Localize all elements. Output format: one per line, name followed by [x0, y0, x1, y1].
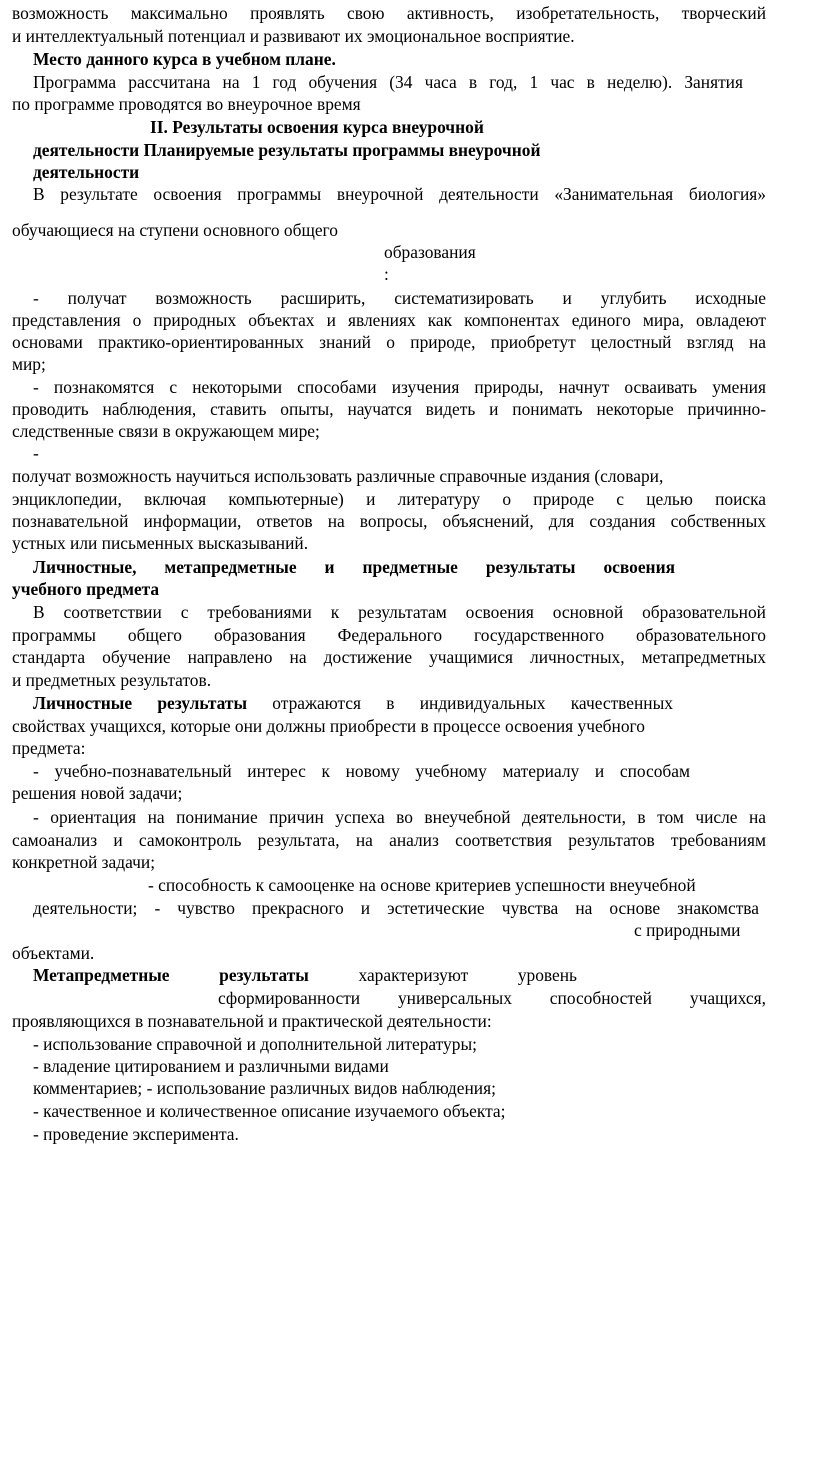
- text-line: свойствах учащихся, которые они должны приобрести в процессе освоения учебного: [12, 716, 645, 736]
- list-item: комментариев; - использование различных видов наблюдения;: [33, 1078, 496, 1098]
- text-line: В результате освоения программы внеурочной деятельности «Занимательная биология»: [33, 184, 766, 204]
- personal-results-term: Личностные результаты: [33, 693, 248, 713]
- text-line: В соответствии с требованиями к результатам освоения основной образовательной: [33, 602, 766, 622]
- text-line: [33, 692, 673, 714]
- text-line: Программа рассчитана на 1 год обучения (34 часа в год, 1 час в неделю). Занятия: [33, 72, 743, 92]
- section-heading: II. Результаты освоения курса внеурочной: [150, 117, 484, 137]
- text-line: следственные связи в окружающем мире;: [12, 421, 320, 441]
- text-line: конкретной задачи;: [12, 852, 156, 872]
- list-item: -: [33, 443, 39, 463]
- text-line: получат возможность научиться использовать различные справочные издания (словари,: [12, 466, 664, 486]
- list-item: - учебно-познавательный интерес к новому учебному материалу и способам: [33, 761, 690, 781]
- text-line: основами практико-ориентированных знаний о природе, приобретут целостный взгляд на: [12, 332, 766, 352]
- text-fragment: отражаются в индивидуальных качественных: [247, 693, 673, 713]
- list-item: - получат возможность расширить, систематизировать и углубить исходные: [33, 288, 766, 308]
- text-line: обучающиеся на ступени основного общего: [12, 220, 338, 240]
- section-heading: Личностные, метапредметные и предметные результаты освоения: [33, 557, 675, 577]
- list-item: - качественное и количественное описание изучаемого объекта;: [33, 1101, 506, 1121]
- list-item: - способность к самооценке на основе критериев успешности внеучебной: [148, 875, 696, 895]
- text-line: стандарта обучение направлено на достижение учащимися личностных, метапредметных: [12, 647, 766, 667]
- text-line: самоанализ и самоконтроль результата, на анализ соответствия результатов требованиям: [12, 830, 766, 850]
- text-line: проводить наблюдения, ставить опыты, научатся видеть и понимать некоторые причинно-: [12, 399, 766, 419]
- text-line: мир;: [12, 354, 46, 374]
- text-line: объектами.: [12, 943, 95, 963]
- text-line: с природными: [634, 920, 741, 940]
- text-line: сформированности универсальных способностей учащихся,: [218, 988, 766, 1008]
- list-item: - использование справочной и дополнительной литературы;: [33, 1034, 477, 1054]
- section-heading: Место данного курса в учебном плане.: [33, 49, 336, 69]
- text-line: :: [384, 264, 389, 284]
- list-item: - владение цитированием и различными видами: [33, 1056, 389, 1076]
- section-heading: деятельности Планируемые результаты программы внеурочной: [33, 140, 541, 160]
- list-item: - ориентация на понимание причин успеха во внеучебной деятельности, в том числе на: [33, 807, 766, 827]
- text-line: познавательной информации, ответов на вопросы, объяснений, для создания собственных: [12, 511, 766, 531]
- text-line: образования: [384, 242, 476, 262]
- text-line: энциклопедии, включая компьютерные) и литературу о природе с целью поиска: [12, 489, 766, 509]
- text-line: представления о природных объектах и явлениях как компонентах единого мира, овладеют: [12, 310, 766, 330]
- list-item: - познакомятся с некоторыми способами изучения природы, начнут осваивать умения: [33, 377, 766, 397]
- text-line: проявляющихся в познавательной и практической деятельности:: [12, 1011, 492, 1031]
- text-fragment: характеризуют уровень: [308, 965, 577, 985]
- text-line: по программе проводятся во внеурочное время: [12, 94, 361, 114]
- meta-results-term: Метапредметные результаты: [33, 965, 309, 985]
- text-line: [33, 964, 577, 986]
- text-line: возможность максимально проявлять свою активность, изобретательность, творческий: [12, 3, 766, 23]
- text-line: устных или письменных высказываний.: [12, 533, 309, 553]
- section-heading: учебного предмета: [12, 579, 160, 599]
- list-item: - проведение эксперимента.: [33, 1124, 239, 1144]
- text-line: решения новой задачи;: [12, 783, 183, 803]
- text-line: программы общего образования Федерального государственного образовательного: [12, 625, 766, 645]
- section-heading: деятельности: [33, 162, 140, 182]
- text-line: и интеллектуальный потенциал и развивают их эмоциональное восприятие.: [12, 26, 575, 46]
- list-item: деятельности; - чувство прекрасного и эстетические чувства на основе знакомства: [33, 898, 759, 918]
- text-line: и предметных результатов.: [12, 670, 212, 690]
- text-line: предмета:: [12, 738, 86, 758]
